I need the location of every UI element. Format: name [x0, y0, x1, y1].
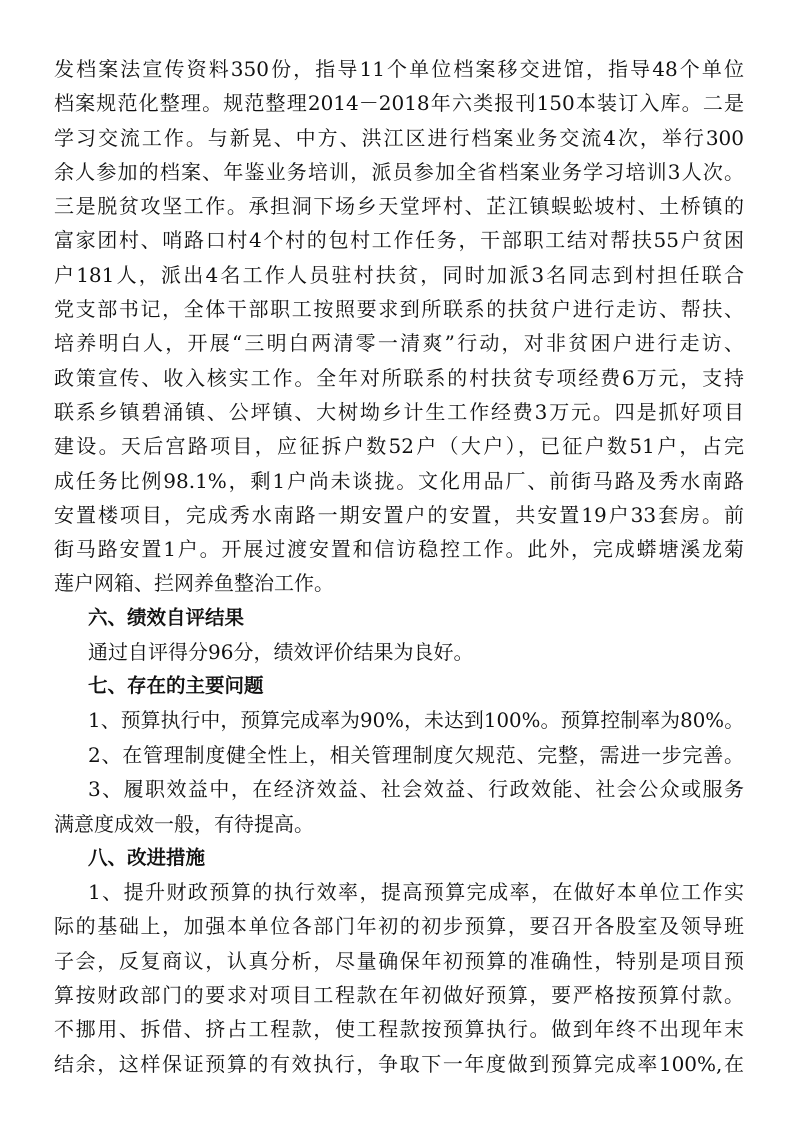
text-line: 政策宣传、收入核实工作。全年对所联系的村扶贫专项经费6万元，支持	[54, 365, 744, 390]
measure-text-line: 子会，反复商议，认真分析，尽量确保年初预算的准确性，特别是项目预	[54, 948, 744, 973]
text-line: 培养明白人，开展“三明白两清零一清爽”行动，对非贫困户进行走访、	[54, 331, 744, 356]
section-heading-main-problems: 七、存在的主要问题	[88, 674, 264, 698]
text-line: 档案规范化整理。规范整理2014－2018年六类报刊150本装订入库。二是	[54, 91, 744, 116]
text-line: 富家团村、哨路口村4个村的包村工作任务，干部职工结对帮扶55户贫困	[54, 228, 744, 253]
text-line: 成任务比例98.1%，剩1户尚未谈拢。文化用品厂、前街马路及秀水南路	[54, 468, 744, 493]
text-line: 发档案法宣传资料350份，指导11个单位档案移交进馆，指导48个单位	[54, 57, 744, 81]
measure-text-line: 不挪用、拆借、挤占工程款，使工程款按预算执行。做到年终不出现年末	[54, 1017, 744, 1042]
text-line: 学习交流工作。与新晃、中方、洪江区进行档案业务交流4次，举行300	[54, 125, 744, 150]
text-line: 三是脱贫攻坚工作。承担洞下场乡天堂坪村、芷江镇蜈蚣坡村、土桥镇的	[54, 194, 744, 219]
text-line: 街马路安置1户。开展过渡安置和信访稳控工作。此外，完成蟒塘溪龙菊	[54, 537, 744, 562]
measure-text-line: 算按财政部门的要求对项目工程款在年初做好预算，要严格按预算付款。	[54, 983, 744, 1008]
text-line: 莲户网箱、拦网养鱼整治工作。	[54, 571, 334, 596]
text-line: 余人参加的档案、年鉴业务培训，派员参加全省档案业务学习培训3人次。	[54, 159, 744, 184]
section-heading-self-evaluation: 六、绩效自评结果	[88, 605, 245, 629]
measure-text-line: 1、提升财政预算的执行效率，提高预算完成率，在做好本单位工作实	[88, 880, 744, 905]
problem-item-1: 1、预算执行中，预算完成率为90%，未达到100%。预算控制率为80%。	[88, 708, 744, 732]
text-line: 联系乡镇碧涌镇、公坪镇、大树坳乡计生工作经费3万元。四是抓好项目	[54, 399, 744, 424]
work-summary-paragraph	[54, 52, 744, 601]
measure-text-line: 结余，这样保证预算的有效执行，争取下一年度做到预算完成率100%,在	[54, 1051, 744, 1076]
text-line: 建设。天后宫路项目，应征拆户数52户（大户），已征户数51户，占完	[54, 434, 744, 459]
text-line: 党支部书记，全体干部职工按照要求到所联系的扶贫户进行走访、帮扶、	[54, 297, 744, 322]
section-heading-improvement-measures: 八、改进措施	[88, 845, 206, 869]
problem-item-3-continued: 满意度成效一般，有待提高。	[54, 811, 314, 836]
text-line: 安置楼项目，完成秀水南路一期安置户的安置，共安置19户33套房。前	[54, 502, 744, 527]
self-evaluation-text: 通过自评得分96分，绩效评价结果为良好。	[88, 640, 474, 665]
problem-item-2: 2、在管理制度健全性上，相关管理制度欠规范、完整，需进一步完善。	[88, 742, 744, 767]
text-line: 户181人，派出4名工作人员驻村扶贫，同时加派3名同志到村担任联合	[54, 262, 744, 287]
measure-text-line: 际的基础上，加强本单位各部门年初的初步预算，要召开各股室及领导班	[54, 914, 744, 939]
document-page	[54, 52, 744, 1081]
problem-item-3: 3、履职效益中，在经济效益、社会效益、行政效能、社会公众或服务	[88, 777, 744, 802]
